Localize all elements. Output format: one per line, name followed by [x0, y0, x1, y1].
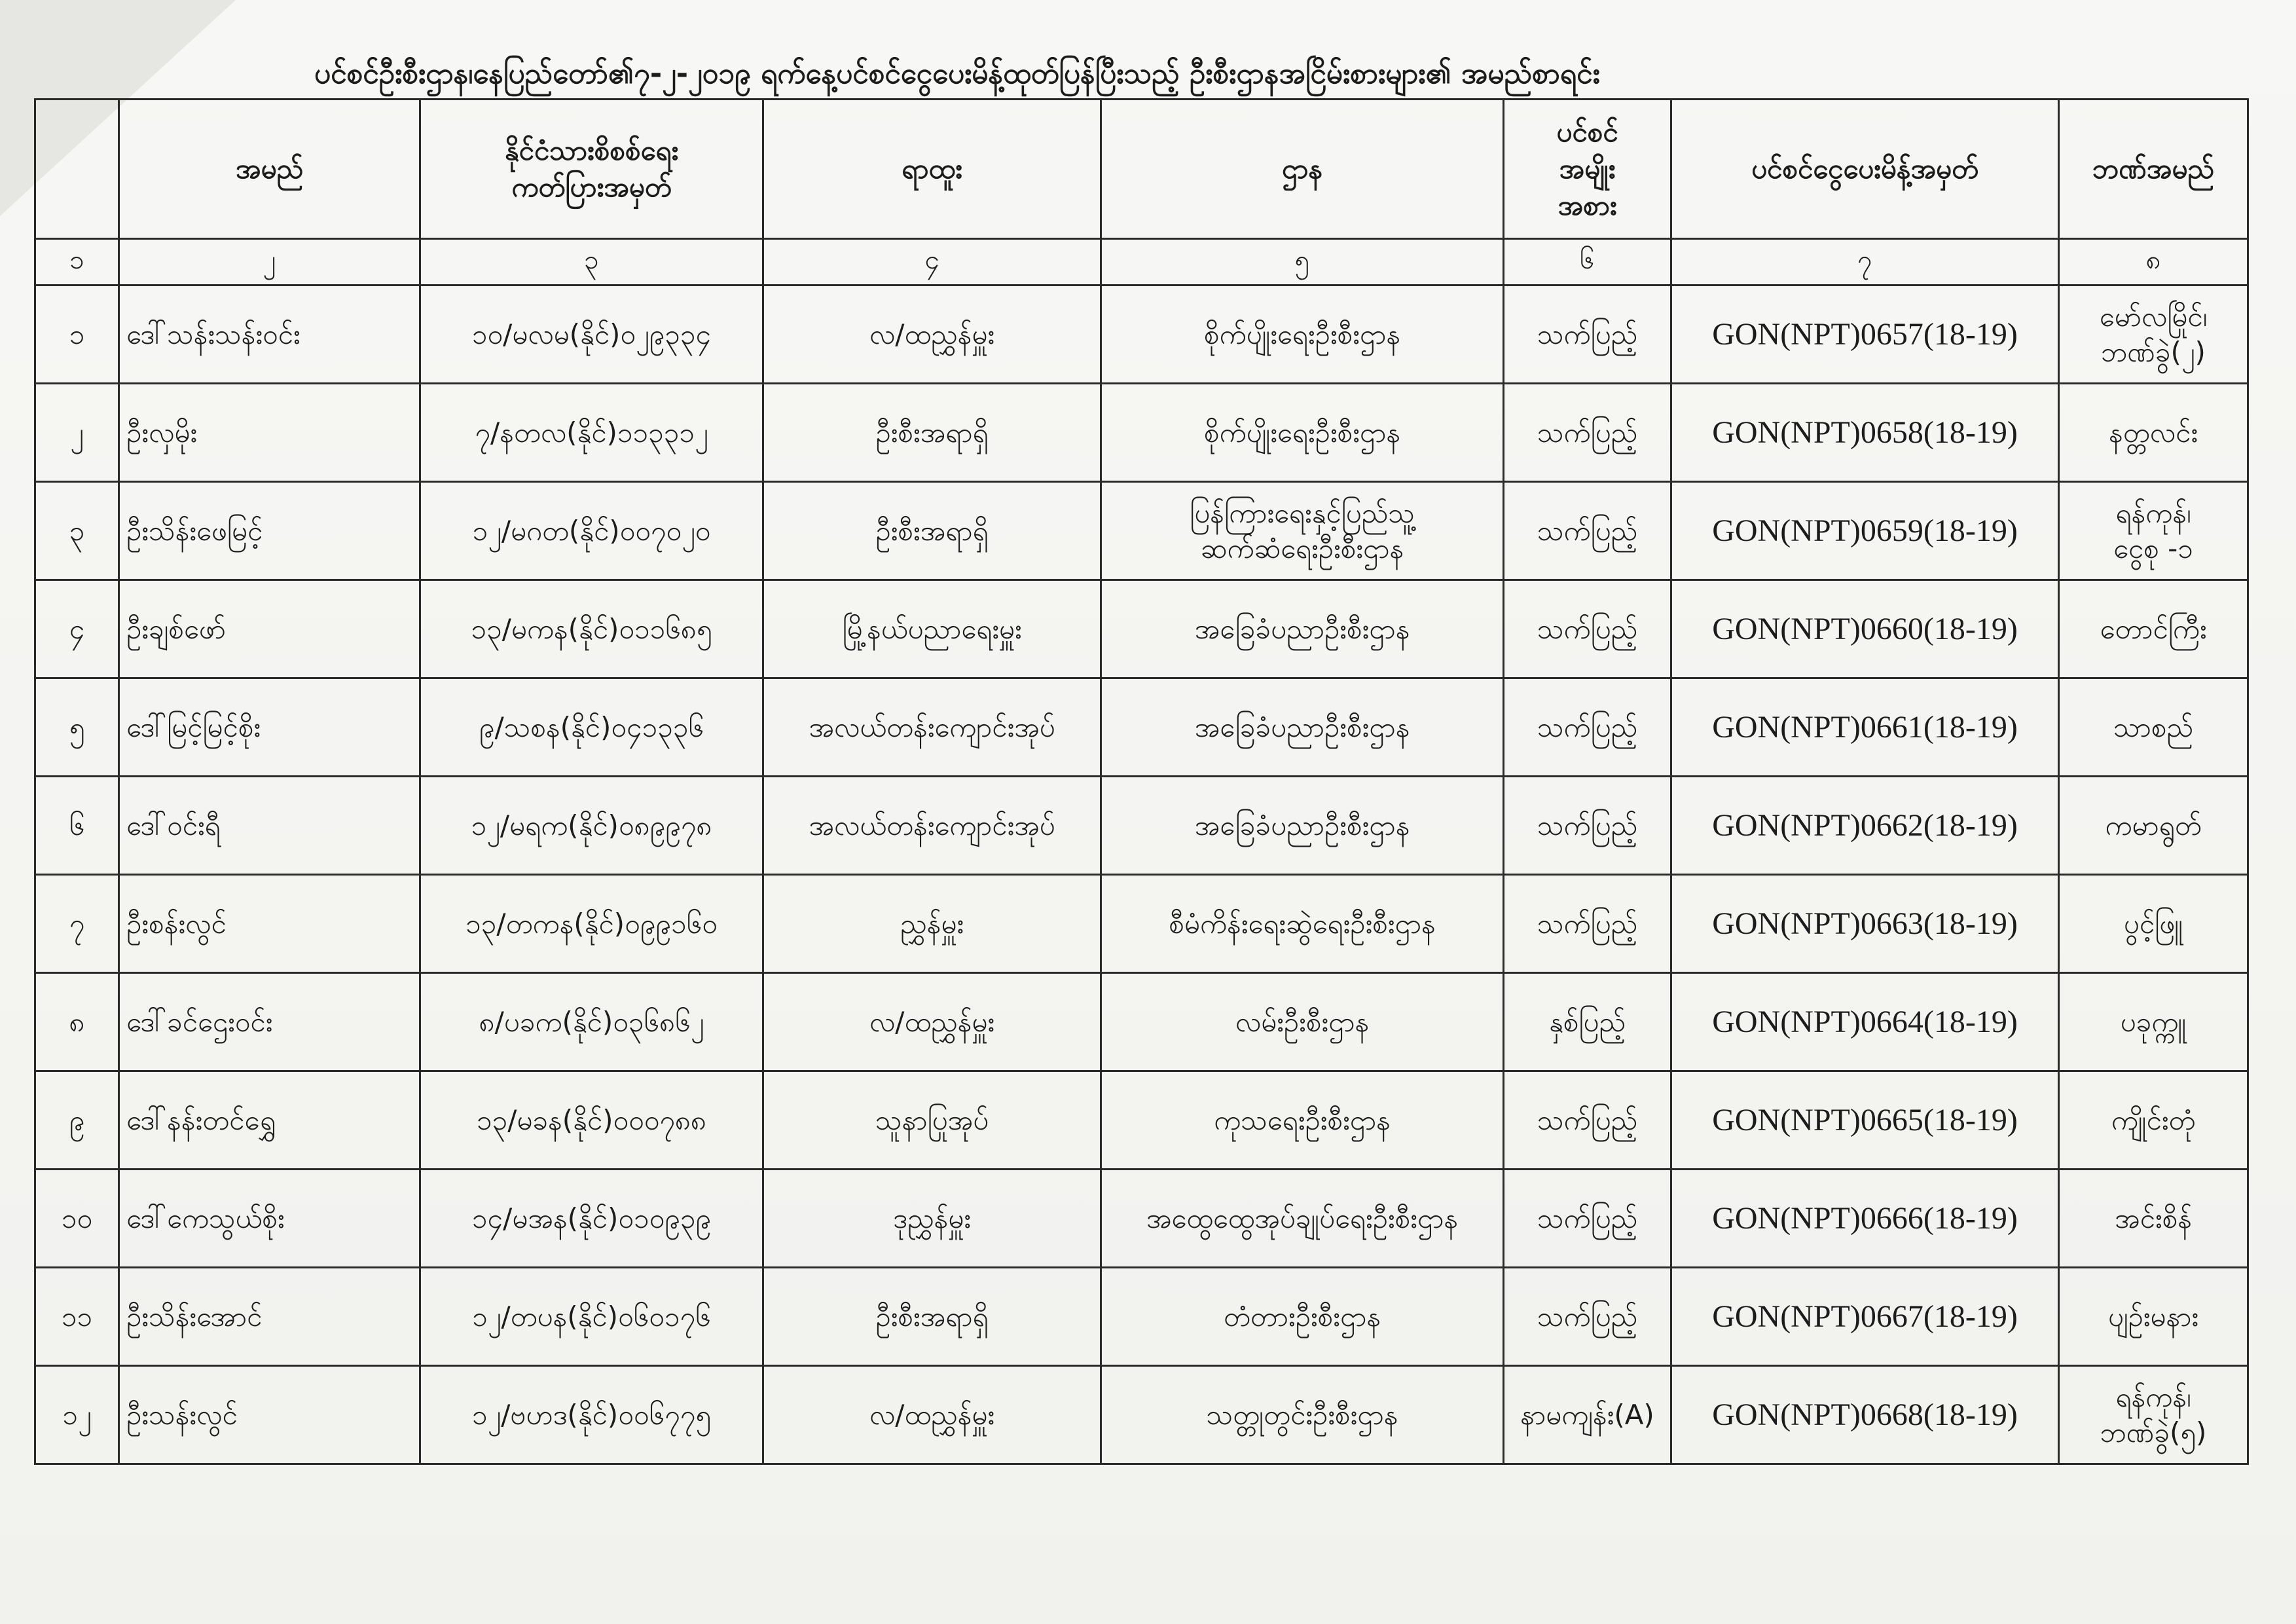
- row-number-cell: [35, 875, 119, 973]
- nrc-cell-text: ၁၄/မအန(နိုင်)၀၁၀၉၃၉: [471, 1202, 712, 1234]
- position-cell: [763, 1071, 1101, 1170]
- bank-cell-text: ပခုက္ကူ: [2120, 1005, 2187, 1038]
- header-nrc: [420, 100, 763, 239]
- pension-type-cell-text: သက်ပြည့်: [1537, 907, 1638, 940]
- pension-type-cell: [1504, 1071, 1671, 1170]
- pension-table: [34, 98, 2249, 1465]
- row-number-cell: [35, 482, 119, 580]
- position-cell-text: လ/ထညွှန်မှူး: [869, 318, 995, 350]
- nrc-cell: [420, 384, 763, 482]
- bank-cell-text: သာစည်: [2113, 710, 2194, 743]
- row-number-cell-text: ၁၀: [61, 1202, 93, 1234]
- pension-type-cell-text: နှစ်ပြည့်: [1549, 1005, 1626, 1038]
- department-cell-text: လမ်းဦးစီးဌာန: [1235, 1005, 1370, 1038]
- row-number-cell-text: ၉: [69, 1103, 85, 1136]
- nrc-cell: [420, 286, 763, 384]
- column-number: ၄: [763, 239, 1101, 286]
- row-number-cell-text: ၁၁: [61, 1300, 93, 1333]
- header-pension-type-line1: ပင်စင်: [1556, 116, 1618, 148]
- department-cell: [1101, 384, 1504, 482]
- name-cell: [119, 384, 420, 482]
- row-number-cell: [35, 973, 119, 1071]
- table-row: [35, 1170, 2248, 1268]
- row-number-cell-text: ၂: [70, 416, 84, 449]
- pension-order-cell: [1671, 875, 2059, 973]
- department-cell-text: စိုက်ပျိုးရေးဦးစီးဌာန: [1203, 416, 1401, 449]
- department-cell: [1101, 678, 1504, 777]
- department-cell-text: တံတားဦးစီးဌာန: [1223, 1300, 1381, 1333]
- position-cell-text: ဦးစီးအရာရှိ: [875, 514, 989, 547]
- row-number-cell: [35, 1170, 119, 1268]
- pension-order-cell: [1671, 384, 2059, 482]
- department-cell-text: အခြေခံပညာဦးစီးဌာန: [1194, 612, 1410, 645]
- pension-type-cell-text: သက်ပြည့်: [1537, 809, 1638, 841]
- nrc-cell-text: ၇/နတလ(နိုင်)၁၁၃၃၁၂: [475, 416, 708, 449]
- nrc-cell: [420, 482, 763, 580]
- department-cell: [1101, 482, 1504, 580]
- name-cell: [119, 482, 420, 580]
- nrc-cell: [420, 580, 763, 678]
- name-cell-text: ဒေါ်နန်းတင်ရွှေ: [126, 1103, 276, 1136]
- department-cell-text: ပြန်ကြားရေးနှင့်ပြည်သူ့: [1190, 496, 1415, 529]
- nrc-cell-text: ၁၃/မကန(နိုင်)၀၁၁၆၈၅: [471, 612, 712, 645]
- row-number-cell-text: ၁: [69, 318, 85, 350]
- pension-order-cell: [1671, 286, 2059, 384]
- nrc-cell-text: ၁၂/ဗဟဒ(နိုင်)၀၀၆၇၇၅: [472, 1398, 711, 1431]
- position-cell: [763, 875, 1101, 973]
- bank-cell: [2059, 1366, 2248, 1464]
- nrc-cell: [420, 1268, 763, 1366]
- row-number-cell: [35, 580, 119, 678]
- bank-cell-text: ဘဏ်ခွဲ(၂): [2101, 335, 2206, 368]
- pension-order-cell-text: GON(NPT)0666(18-19): [1712, 1200, 2018, 1236]
- row-number-cell-text: ၆: [69, 809, 85, 841]
- department-cell: [1101, 973, 1504, 1071]
- pension-type-cell: [1504, 384, 1671, 482]
- bank-cell: [2059, 678, 2248, 777]
- nrc-cell-text: ၁၂/တပန(နိုင်)၀၆၀၁၇၆: [472, 1300, 711, 1333]
- position-cell-text: အလယ်တန်းကျောင်းအုပ်: [809, 710, 1055, 743]
- position-cell: [763, 678, 1101, 777]
- nrc-cell: [420, 1366, 763, 1464]
- nrc-cell: [420, 875, 763, 973]
- bank-cell-text: တောင်ကြီး: [2100, 612, 2207, 645]
- pension-order-cell-text: GON(NPT)0664(18-19): [1712, 1004, 2018, 1039]
- pension-type-cell-text: သက်ပြည့်: [1537, 1300, 1638, 1333]
- table-row: [35, 1071, 2248, 1170]
- header-pension-type-line3: အစား: [1558, 189, 1617, 221]
- name-cell-text: ဒေါ်ဝင်းရီ: [126, 809, 221, 841]
- name-cell: [119, 1071, 420, 1170]
- nrc-cell: [420, 777, 763, 875]
- nrc-cell-text: ၁၀/မလမ(နိုင်)၀၂၉၃၃၄: [471, 318, 712, 350]
- pension-type-cell: [1504, 1366, 1671, 1464]
- table-row: [35, 875, 2248, 973]
- pension-order-cell-text: GON(NPT)0663(18-19): [1712, 906, 2018, 941]
- name-cell: [119, 777, 420, 875]
- pension-order-cell-text: GON(NPT)0660(18-19): [1712, 611, 2018, 646]
- name-cell: [119, 286, 420, 384]
- pension-type-cell: [1504, 286, 1671, 384]
- bank-cell: [2059, 973, 2248, 1071]
- header-no: [35, 100, 119, 239]
- pension-type-cell: [1504, 875, 1671, 973]
- row-number-cell: [35, 678, 119, 777]
- pension-type-cell-text: သက်ပြည့်: [1537, 1202, 1638, 1234]
- name-cell-text: ဦးစန်းလွင်: [126, 907, 227, 940]
- nrc-cell: [420, 973, 763, 1071]
- pension-type-cell-text: သက်ပြည့်: [1537, 612, 1638, 645]
- table-row: [35, 777, 2248, 875]
- pension-order-cell-text: GON(NPT)0668(18-19): [1712, 1397, 2018, 1432]
- pension-type-cell: [1504, 777, 1671, 875]
- position-cell: [763, 777, 1101, 875]
- pension-order-cell: [1671, 678, 2059, 777]
- pension-order-cell-text: GON(NPT)0665(18-19): [1712, 1102, 2018, 1137]
- column-number: ၁: [35, 239, 119, 286]
- pension-type-cell: [1504, 580, 1671, 678]
- position-cell: [763, 1268, 1101, 1366]
- header-pension-type-line2: အမျိုး: [1559, 153, 1616, 185]
- pension-type-cell: [1504, 1170, 1671, 1268]
- position-cell-text: ဦးစီးအရာရှိ: [875, 1300, 989, 1333]
- pension-order-cell: [1671, 482, 2059, 580]
- department-cell-text: အထွေထွေအုပ်ချုပ်ရေးဦးစီးဌာန: [1146, 1202, 1459, 1234]
- position-cell: [763, 580, 1101, 678]
- table-row: [35, 678, 2248, 777]
- pension-order-cell-text: GON(NPT)0667(18-19): [1712, 1299, 2018, 1334]
- bank-cell-text: နတ္တလင်း: [2109, 416, 2198, 449]
- bank-cell-text: ပျဉ်းမနား: [2107, 1300, 2199, 1333]
- nrc-cell: [420, 1170, 763, 1268]
- header-pension-type: [1504, 100, 1671, 239]
- row-number-cell: [35, 384, 119, 482]
- header-nrc-line2: ကတ်ပြားအမှတ်: [511, 171, 672, 203]
- pension-type-cell-text: သက်ပြည့်: [1537, 1103, 1638, 1136]
- bank-cell-text: အင်းစိန်: [2115, 1202, 2192, 1234]
- table-row: [35, 973, 2248, 1071]
- name-cell: [119, 1268, 420, 1366]
- table-row: [35, 1268, 2248, 1366]
- bank-cell-text: ရန်ကုန်၊: [2115, 496, 2191, 529]
- pension-type-cell-text: သက်ပြည့်: [1537, 318, 1638, 350]
- department-cell-text: စီမံကိန်းရေးဆွဲရေးဦးစီးဌာန: [1169, 907, 1436, 940]
- department-cell-text: ကုသရေးဦးစီးဌာန: [1214, 1103, 1391, 1136]
- column-number: ၆: [1504, 239, 1671, 286]
- nrc-cell-text: ၁၃/မခန(နိုင်)၀၀၀၇၈၈: [476, 1103, 706, 1136]
- position-cell-text: လ/ထညွှန်မှူး: [869, 1398, 995, 1431]
- name-cell: [119, 875, 420, 973]
- bank-cell: [2059, 286, 2248, 384]
- row-number-cell-text: ၈: [69, 1005, 85, 1038]
- bank-cell-text: ငွေစု -၁: [2113, 532, 2193, 564]
- row-number-cell-text: ၁၂: [62, 1398, 92, 1431]
- department-cell: [1101, 777, 1504, 875]
- name-cell-text: ဒေါ်ကေသွယ်စိုး: [126, 1202, 285, 1234]
- row-number-cell: [35, 777, 119, 875]
- bank-cell: [2059, 384, 2248, 482]
- bank-cell-text: ဘဏ်ခွဲ(၅): [2100, 1416, 2207, 1449]
- bank-cell-text: ရန်ကုန်၊: [2115, 1380, 2191, 1413]
- bank-cell: [2059, 777, 2248, 875]
- position-cell: [763, 973, 1101, 1071]
- name-cell-text: ဒေါ်ခင်ဌေးဝင်း: [126, 1005, 273, 1038]
- department-cell: [1101, 1268, 1504, 1366]
- department-cell: [1101, 875, 1504, 973]
- pension-type-cell-text: သက်ပြည့်: [1537, 514, 1638, 547]
- nrc-cell-text: ၈/ပခက(နိုင်)၀၃၆၈၆၂: [479, 1005, 704, 1038]
- position-cell: [763, 482, 1101, 580]
- department-cell: [1101, 286, 1504, 384]
- pension-order-cell-text: GON(NPT)0658(18-19): [1712, 415, 2018, 450]
- name-cell: [119, 1366, 420, 1464]
- header-position: ရာထူး: [763, 100, 1101, 239]
- column-number: ၅: [1101, 239, 1504, 286]
- table-row: [35, 580, 2248, 678]
- name-cell-text: ဒေါ်သန်းသန်းဝင်း: [126, 318, 301, 350]
- header-department: ဌာန: [1101, 100, 1504, 239]
- header-name: အမည်: [119, 100, 420, 239]
- pension-order-cell: [1671, 580, 2059, 678]
- bank-cell: [2059, 482, 2248, 580]
- row-number-cell-text: ၃: [69, 514, 85, 547]
- nrc-cell-text: ၁၃/တကန(နိုင်)၀၉၉၁၆၀: [465, 907, 718, 940]
- bank-cell: [2059, 1170, 2248, 1268]
- position-cell: [763, 286, 1101, 384]
- table-body: [35, 286, 2248, 1464]
- row-number-cell: [35, 286, 119, 384]
- position-cell: [763, 1366, 1101, 1464]
- name-cell-text: ဦးသန်းလွင်: [126, 1398, 238, 1431]
- position-cell-text: ဦးစီးအရာရှိ: [875, 416, 989, 449]
- bank-cell: [2059, 1071, 2248, 1170]
- column-number: ၈: [2059, 239, 2248, 286]
- row-number-cell: [35, 1268, 119, 1366]
- name-cell: [119, 973, 420, 1071]
- department-cell: [1101, 1366, 1504, 1464]
- bank-cell-text: ကျိုင်းတုံ: [2111, 1103, 2196, 1136]
- pension-order-cell: [1671, 973, 2059, 1071]
- name-cell-text: ဦးသိန်းအောင်: [126, 1300, 263, 1333]
- position-cell-text: ညွှန်မှူး: [900, 907, 964, 940]
- nrc-cell: [420, 678, 763, 777]
- position-cell-text: ဒုညွှန်မှူး: [893, 1202, 971, 1234]
- name-cell-text: ဒေါ်မြင့်မြင့်စိုး: [126, 710, 261, 743]
- column-number-row: [35, 239, 2248, 286]
- document-title: ပင်စင်ဦးစီးဌာန၊နေပြည်တော်၏၇-၂-၂၀၁၉ ရက်နေ့ပင်စင်ငွေပေးမိန့်ထုတ်ပြန်ပြီးသည့် ဦးစီးဌာနအငြိမ်းစားများ၏ အမည်စာရင်း: [314, 57, 1600, 90]
- pension-order-cell: [1671, 1366, 2059, 1464]
- position-cell-text: မြို့နယ်ပညာရေးမှူး: [842, 612, 1022, 645]
- nrc-cell-text: ၁၂/မရက(နိုင်)၀၈၉၉၇၈: [471, 809, 712, 841]
- table-row: [35, 1366, 2248, 1464]
- department-cell: [1101, 1170, 1504, 1268]
- position-cell-text: အလယ်တန်းကျောင်းအုပ်: [809, 809, 1055, 841]
- pension-type-cell-text: သက်ပြည့်: [1537, 710, 1638, 743]
- department-cell-text: ဆက်ဆံရေးဦးစီးဌာန: [1200, 532, 1404, 564]
- bank-cell: [2059, 580, 2248, 678]
- name-cell-text: ဦးလှမိုး: [126, 416, 197, 449]
- pension-order-cell: [1671, 777, 2059, 875]
- row-number-cell-text: ၄: [69, 612, 85, 645]
- column-number: ၂: [119, 239, 420, 286]
- nrc-cell-text: ၉/သစန(နိုင်)၀၄၁၃၃၆: [479, 710, 704, 743]
- header-nrc-line1: နိုင်ငံသားစိစစ်ရေး: [504, 134, 679, 166]
- table-row: [35, 286, 2248, 384]
- bank-cell-text: ကမာရွတ်: [2105, 809, 2202, 841]
- row-number-cell: [35, 1071, 119, 1170]
- bank-cell: [2059, 1268, 2248, 1366]
- pension-type-cell: [1504, 482, 1671, 580]
- department-cell-text: စိုက်ပျိုးရေးဦးစီးဌာန: [1203, 318, 1401, 350]
- department-cell-text: အခြေခံပညာဦးစီးဌာန: [1194, 809, 1410, 841]
- department-cell: [1101, 1071, 1504, 1170]
- position-cell-text: သူနာပြုအုပ်: [875, 1103, 989, 1136]
- position-cell: [763, 384, 1101, 482]
- pension-order-cell-text: GON(NPT)0659(18-19): [1712, 513, 2018, 548]
- department-cell-text: သတ္တုတွင်းဦးစီးဌာန: [1206, 1398, 1398, 1431]
- bank-cell-text: မော်လမြိုင်၊: [2099, 300, 2208, 333]
- nrc-cell: [420, 1071, 763, 1170]
- name-cell-text: ဦးသိန်းဖေမြင့်: [126, 514, 263, 547]
- pension-type-cell: [1504, 973, 1671, 1071]
- header-pension-order: ပင်စင်ငွေပေးမိန့်အမှတ်: [1671, 100, 2059, 239]
- name-cell: [119, 580, 420, 678]
- table-row: [35, 384, 2248, 482]
- pension-order-cell: [1671, 1071, 2059, 1170]
- column-number: ၇: [1671, 239, 2059, 286]
- column-number: ၃: [420, 239, 763, 286]
- header-row: [35, 100, 2248, 239]
- pension-type-cell-text: သက်ပြည့်: [1537, 416, 1638, 449]
- position-cell-text: လ/ထညွှန်မှူး: [869, 1005, 995, 1038]
- pension-order-cell-text: GON(NPT)0662(18-19): [1712, 807, 2018, 843]
- bank-cell-text: ပွင့်ဖြူ: [2123, 907, 2183, 940]
- row-number-cell-text: ၅: [69, 710, 85, 743]
- pension-type-cell-text: နာမကျန်း(A): [1520, 1398, 1654, 1431]
- pension-order-cell: [1671, 1268, 2059, 1366]
- position-cell: [763, 1170, 1101, 1268]
- row-number-cell: [35, 1366, 119, 1464]
- name-cell: [119, 678, 420, 777]
- name-cell-text: ဦးချစ်ဖော်: [126, 612, 226, 645]
- row-number-cell-text: ၇: [69, 907, 85, 940]
- pension-order-cell-text: GON(NPT)0657(18-19): [1712, 316, 2018, 352]
- name-cell: [119, 1170, 420, 1268]
- pension-order-cell: [1671, 1170, 2059, 1268]
- nrc-cell-text: ၁၂/မဂတ(နိုင်)၀၀၇၀၂၀: [472, 514, 711, 547]
- department-cell: [1101, 580, 1504, 678]
- department-cell-text: အခြေခံပညာဦးစီးဌာန: [1194, 710, 1410, 743]
- pension-type-cell: [1504, 1268, 1671, 1366]
- header-bank: ဘဏ်အမည်: [2059, 100, 2248, 239]
- pension-type-cell: [1504, 678, 1671, 777]
- pension-order-cell-text: GON(NPT)0661(18-19): [1712, 709, 2018, 745]
- bank-cell: [2059, 875, 2248, 973]
- table-row: [35, 482, 2248, 580]
